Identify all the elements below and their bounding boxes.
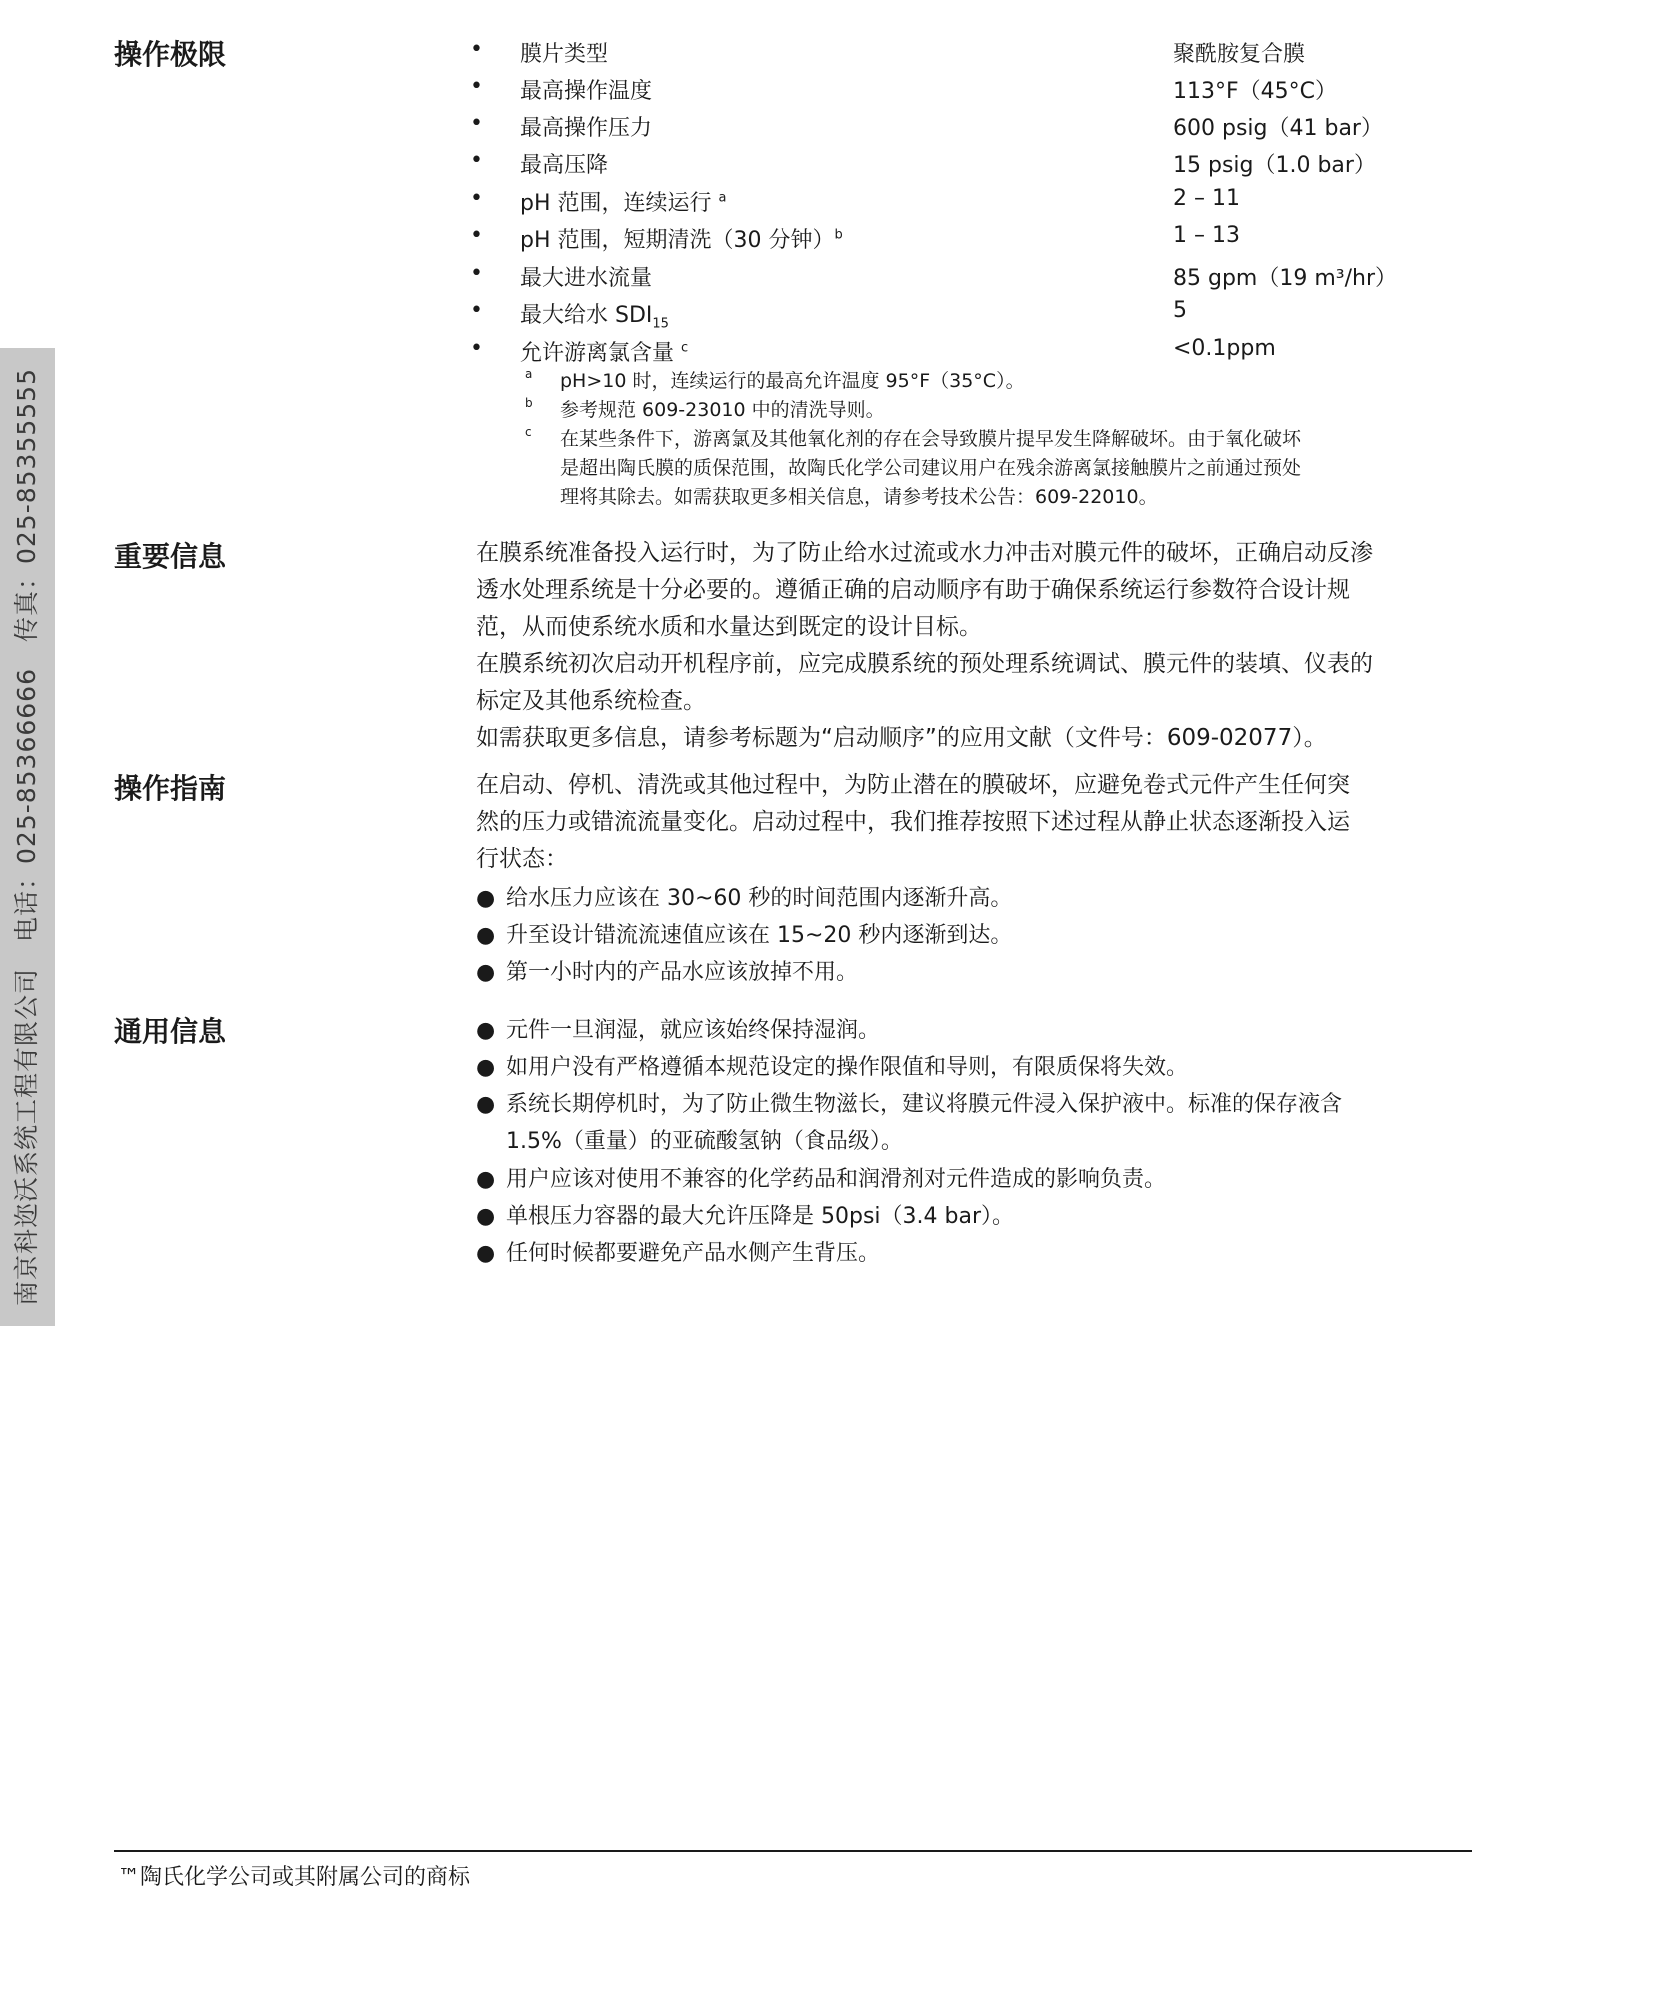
footnote-ref: b: [834, 227, 843, 243]
paragraph-line: 在膜系统初次启动开机程序前，应完成膜系统的预处理系统调试、膜元件的装填、仪表的: [476, 651, 1373, 677]
spec-value: 5: [1173, 298, 1187, 323]
paragraph-line: 范，从而使系统水质和水量达到既定的设计目标。: [476, 614, 982, 640]
spec-value: 聚酰胺复合膜: [1173, 42, 1306, 67]
footnote-mark: c: [525, 425, 532, 439]
operating-guide-body: [476, 767, 1350, 878]
footer-divider: [114, 1850, 1472, 1852]
spec-label: 最高操作温度: [520, 79, 653, 104]
bullet: •: [470, 37, 483, 62]
footnote-mark: a: [525, 367, 533, 381]
spec-value: 600 psig（41 bar）: [1173, 116, 1383, 141]
paragraph-line: 如需获取更多信息，请参考标题为“启动顺序”的应用文献（文件号：609-02077）。: [476, 725, 1327, 751]
paragraph-line: 然的压力或错流流量变化。启动过程中，我们推荐按照下述过程从静止状态逐渐投入运: [476, 809, 1350, 835]
spec-label: pH 范围，连续运行 $^a$: [520, 190, 727, 216]
bullet: •: [470, 223, 483, 248]
spec-value: 2 – 11: [1173, 186, 1240, 211]
spec-label: 允许游离氯含量 $^c$: [520, 340, 689, 366]
bullet: •: [470, 111, 483, 136]
bullet: •: [470, 186, 483, 211]
bullet: ●: [476, 1092, 496, 1117]
list-item-text: 给水压力应该在 30~60 秒的时间范围内逐渐升高。: [506, 886, 1013, 911]
paragraph-line: 在膜系统准备投入运行时，为了防止给水过流或水力冲击对膜元件的破坏，正确启动反渗: [476, 540, 1373, 566]
contact-sidebar-text: 南京科迩沃系统工程有限公司 电话：025-85366666 传真：025-85355555: [12, 368, 41, 1306]
bullet: •: [470, 336, 483, 361]
subscript: 15: [652, 316, 669, 332]
spec-label: 最高压降: [520, 153, 609, 178]
heading-operating-limits: 操作极限: [114, 38, 227, 71]
paragraph-line: 标定及其他系统检查。: [476, 688, 706, 714]
list-item-text: 升至设计错流流速值应该在 15~20 秒内逐渐到达。: [506, 923, 1013, 948]
spec-value: <0.1ppm: [1173, 336, 1276, 361]
bullet: •: [470, 261, 483, 286]
list-item-text: 如用户没有严格遵循本规范设定的操作限值和导则，有限质保将失效。: [506, 1055, 1189, 1080]
spec-value: 15 psig（1.0 bar）: [1173, 153, 1376, 178]
spec-label: 最高操作压力: [520, 116, 653, 141]
list-item-text: 任何时候都要避免产品水侧产生背压。: [506, 1241, 881, 1266]
heading-important-info: 重要信息: [114, 540, 227, 573]
paragraph-line: 透水处理系统是十分必要的。遵循正确的启动顺序有助于确保系统运行参数符合设计规: [476, 577, 1350, 603]
spec-label: 最大进水流量: [520, 266, 653, 291]
list-item-text: 第一小时内的产品水应该放掉不用。: [506, 960, 859, 985]
bullet: ●: [476, 886, 496, 911]
footnote-ref: c: [681, 340, 689, 356]
spec-label: 膜片类型: [520, 42, 609, 67]
list-item-text: 用户应该对使用不兼容的化学药品和润滑剂对元件造成的影响负责。: [506, 1167, 1167, 1192]
list-item-text: 单根压力容器的最大允许压降是 50psi（3.4 bar）。: [506, 1204, 1014, 1229]
bullet: ●: [476, 1204, 496, 1229]
important-info-body: [476, 535, 1373, 757]
paragraph-line: 行状态：: [476, 846, 568, 872]
heading-general-info: 通用信息: [114, 1015, 227, 1048]
bullet: ●: [476, 1055, 496, 1080]
bullet: ●: [476, 923, 496, 948]
footnote-text: pH>10 时，连续运行的最高允许温度 95°F（35°C）。: [560, 370, 1025, 392]
bullet: •: [470, 74, 483, 99]
bullet: •: [470, 148, 483, 173]
bullet: ●: [476, 960, 496, 985]
spec-value: 1 – 13: [1173, 223, 1240, 248]
spec-label: 最大给水 $SDI_{15}$: [520, 303, 669, 332]
heading-operating-guide: 操作指南: [114, 772, 227, 805]
bullet: ●: [476, 1018, 496, 1043]
spec-value: 85 gpm（19 m³/hr）: [1173, 266, 1397, 291]
bullet: ●: [476, 1167, 496, 1192]
bullet: ●: [476, 1241, 496, 1266]
footnote-text: 参考规范 609-23010 中的清洗导则。: [560, 399, 885, 421]
list-item-text: 系统长期停机时，为了防止微生物滋长，建议将膜元件浸入保护液中。标准的保存液含 1.5%（重量）的亚硫酸氢钠（食品级）。: [506, 1092, 1343, 1154]
footnote-mark: b: [525, 396, 533, 410]
list-item-text: 元件一旦润湿，就应该始终保持湿润。: [506, 1018, 881, 1043]
paragraph-line: 在启动、停机、清洗或其他过程中，为防止潜在的膜破坏，应避免卷式元件产生任何突: [476, 772, 1350, 798]
trademark-footer: ™陶氏化学公司或其附属公司的商标: [118, 1865, 471, 1890]
footnote-text: 在某些条件下，游离氯及其他氧化剂的存在会导致膜片提早发生降解破坏。由于氧化破坏 是超出陶氏膜的质保范围，故陶氏化学公司建议用户在残余游离氯接触膜片之前通过预处 理将其除去。如需获取更多相关信息，请参考技术公告：609-22010。: [560, 428, 1302, 508]
bullet: •: [470, 298, 483, 323]
footnote-ref: a: [718, 190, 727, 206]
spec-label: pH 范围，短期清洗（30 分钟）$^b$: [520, 227, 843, 253]
spec-value: 113°F（45°C）: [1173, 79, 1338, 104]
